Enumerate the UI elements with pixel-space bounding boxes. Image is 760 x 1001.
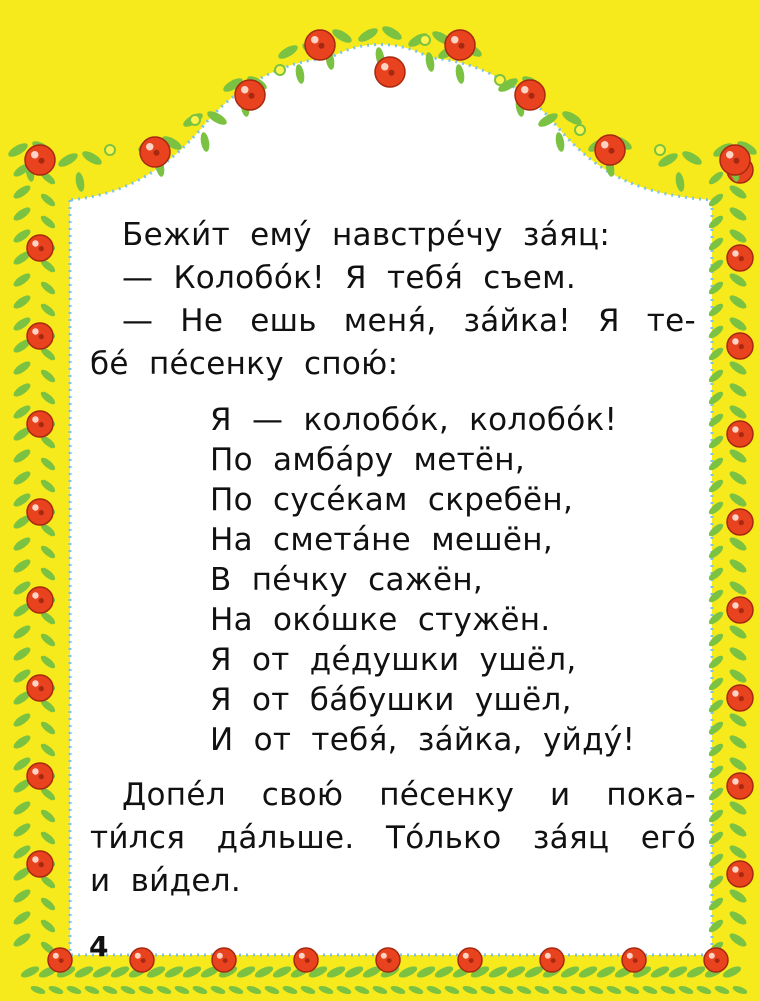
leaf-icon (276, 43, 300, 62)
leaf-icon (39, 478, 57, 495)
berry-icon (27, 675, 53, 701)
flower-icon (275, 65, 285, 75)
leaf-icon (271, 964, 292, 980)
text-line: и ви́дел. (90, 863, 241, 899)
leaf-icon (12, 733, 33, 751)
leaf-icon (12, 557, 33, 575)
berry-icon (727, 773, 753, 799)
leaf-icon (516, 984, 533, 995)
leaf-icon (408, 984, 425, 995)
leaf-icon (728, 315, 749, 333)
leaf-icon (732, 984, 749, 995)
leaf-icon (642, 984, 659, 995)
leaf-icon (19, 964, 40, 980)
leaf-icon (12, 381, 33, 399)
leaf-icon (12, 931, 33, 949)
leaf-icon (343, 964, 364, 980)
leaf-icon (12, 645, 33, 663)
berry-icon (294, 948, 318, 972)
verse-line: По амба́ру метён, (210, 442, 526, 478)
leaf-icon (728, 887, 749, 905)
leaf-icon (728, 271, 749, 289)
leaf-icon (12, 183, 33, 201)
berry-icon (375, 57, 405, 87)
berry-icon (235, 80, 265, 110)
leaf-icon (728, 469, 749, 487)
berry-icon (727, 245, 753, 271)
berry-icon (130, 948, 154, 972)
berry-icon (305, 30, 335, 60)
leaf-icon (397, 964, 418, 980)
leaf-icon (728, 733, 749, 751)
leaf-icon (12, 887, 33, 905)
leaf-icon (210, 984, 227, 995)
leaf-icon (39, 456, 57, 473)
leaf-icon (253, 964, 274, 980)
leaf-icon (12, 821, 33, 839)
leaf-icon (606, 984, 623, 995)
leaf-icon (80, 149, 104, 168)
leaf-icon (728, 535, 749, 553)
leaf-icon (433, 964, 454, 980)
leaf-icon (685, 964, 706, 980)
leaf-icon (660, 984, 677, 995)
leaf-icon (728, 227, 749, 245)
leaf-icon (577, 964, 598, 980)
leaf-icon (12, 623, 33, 641)
leaf-icon (39, 742, 57, 759)
verse-line: На смета́не мешён, (210, 522, 554, 558)
leaf-icon (39, 280, 57, 297)
leaf-icon (595, 964, 616, 980)
leaf-icon (318, 984, 335, 995)
leaf-icon (138, 984, 155, 995)
leaf-icon (390, 984, 407, 995)
leaf-icon (680, 149, 704, 168)
leaf-icon (102, 984, 119, 995)
leaf-icon (552, 984, 569, 995)
intro-paragraph (90, 214, 696, 386)
berry-icon (727, 685, 753, 711)
leaf-icon (728, 821, 749, 839)
leaf-icon (12, 271, 33, 289)
leaf-icon (39, 632, 57, 649)
leaf-icon (12, 909, 33, 927)
berry-icon (727, 509, 753, 535)
leaf-icon (667, 964, 688, 980)
berry-icon (25, 145, 55, 175)
leaf-icon (39, 654, 57, 671)
leaf-icon (728, 403, 749, 421)
verse-line: В пе́чку сажён, (210, 562, 484, 598)
berry-icon (376, 948, 400, 972)
leaf-icon (12, 205, 33, 223)
leaf-icon (728, 667, 749, 685)
leaf-icon (12, 799, 33, 817)
leaf-icon (120, 984, 137, 995)
leaf-icon (39, 302, 57, 319)
flower-icon (420, 35, 430, 45)
leaf-icon (336, 984, 353, 995)
berry-icon (445, 30, 475, 60)
story-text (90, 214, 696, 903)
leaf-icon (12, 447, 33, 465)
berry-icon (27, 851, 53, 877)
leaf-icon (39, 544, 57, 561)
leaf-icon (39, 896, 57, 913)
berry-icon (27, 763, 53, 789)
leaf-icon (264, 984, 281, 995)
verse-line: Я — колобо́к, колобо́к! (210, 402, 618, 438)
leaf-icon (728, 799, 749, 817)
leaf-icon (66, 984, 83, 995)
leaf-icon (728, 843, 749, 861)
leaf-icon (426, 984, 443, 995)
text-line: бе́ пе́сенку спою́: (90, 346, 399, 382)
berry-icon (458, 948, 482, 972)
leaf-icon (39, 830, 57, 847)
leaf-icon (534, 984, 551, 995)
leaf-icon (12, 293, 33, 311)
leaf-icon (325, 964, 346, 980)
leaf-icon (480, 984, 497, 995)
leaf-icon (728, 359, 749, 377)
flower-icon (575, 125, 585, 135)
berry-icon (540, 948, 564, 972)
leaf-icon (728, 645, 749, 663)
leaf-icon (39, 368, 57, 385)
leaf-icon (728, 491, 749, 509)
verse-line: По сусе́кам скребён, (210, 482, 574, 518)
text-line: ти́лся да́льше. То́лько за́яц его́ (90, 820, 696, 856)
leaf-icon (228, 984, 245, 995)
verse-line: И от тебя́, за́йка, уйду́! (210, 722, 636, 758)
leaf-icon (674, 172, 685, 193)
leaf-icon (487, 964, 508, 980)
berry-icon (27, 323, 53, 349)
leaf-icon (73, 964, 94, 980)
leaf-icon (163, 964, 184, 980)
verse-line: Я от де́душки ушёл, (210, 642, 577, 678)
leaf-icon (39, 566, 57, 583)
flower-icon (190, 115, 200, 125)
berry-icon (622, 948, 646, 972)
berry-icon (140, 137, 170, 167)
berry-icon (48, 948, 72, 972)
text-line: Допе́л свою́ пе́сенку и пока- (122, 777, 696, 813)
leaf-icon (39, 808, 57, 825)
leaf-icon (235, 964, 256, 980)
leaf-icon (282, 984, 299, 995)
leaf-icon (74, 172, 85, 193)
leaf-icon (12, 469, 33, 487)
leaf-icon (39, 918, 57, 935)
leaf-icon (444, 984, 461, 995)
leaf-icon (30, 984, 47, 995)
leaf-icon (372, 984, 389, 995)
leaf-icon (354, 984, 371, 995)
leaf-icon (728, 183, 749, 201)
leaf-icon (498, 984, 515, 995)
leaf-icon (678, 984, 695, 995)
leaf-icon (588, 984, 605, 995)
leaf-icon (39, 214, 57, 231)
berry-icon (595, 135, 625, 165)
leaf-icon (56, 151, 80, 170)
berry-icon (727, 861, 753, 887)
leaf-icon (39, 390, 57, 407)
leaf-icon (624, 984, 641, 995)
leaf-icon (84, 984, 101, 995)
leaf-icon (728, 755, 749, 773)
leaf-icon (728, 909, 749, 927)
leaf-icon (91, 964, 112, 980)
leaf-icon (415, 964, 436, 980)
leaf-icon (728, 557, 749, 575)
berry-icon (720, 145, 750, 175)
leaf-icon (728, 931, 749, 949)
flower-icon (655, 145, 665, 155)
berry-icon (727, 597, 753, 623)
leaf-icon (12, 711, 33, 729)
page-number: 4 (89, 930, 109, 963)
leaf-icon (505, 964, 526, 980)
berry-icon (727, 421, 753, 447)
berry-icon (27, 499, 53, 525)
berry-icon (515, 80, 545, 110)
leaf-icon (192, 984, 209, 995)
leaf-icon (109, 964, 130, 980)
leaf-icon (300, 984, 317, 995)
leaf-icon (48, 984, 65, 995)
leaf-icon (707, 170, 725, 187)
verse-line: Я от ба́бушки ушёл, (210, 682, 572, 718)
text-line: Бежи́т ему́ навстре́чу за́яц: (122, 217, 611, 253)
leaf-icon (728, 711, 749, 729)
leaf-icon (12, 359, 33, 377)
leaf-icon (649, 964, 670, 980)
leaf-icon (181, 964, 202, 980)
leaf-icon (728, 381, 749, 399)
leaf-icon (728, 205, 749, 223)
leaf-icon (380, 24, 404, 43)
song-verse (90, 400, 696, 760)
ending-paragraph (90, 774, 696, 903)
berry-icon (27, 235, 53, 261)
flower-icon (105, 145, 115, 155)
leaf-icon (728, 293, 749, 311)
berry-icon (727, 333, 753, 359)
leaf-icon (714, 984, 731, 995)
leaf-icon (462, 984, 479, 995)
leaf-icon (12, 535, 33, 553)
leaf-icon (570, 984, 587, 995)
verse-line: На око́шке стужён. (210, 602, 551, 638)
leaf-icon (246, 984, 263, 995)
leaf-icon (728, 579, 749, 597)
leaf-icon (356, 26, 380, 45)
text-line: — Колобо́к! Я тебя́ съем. (122, 260, 577, 296)
leaf-icon (156, 984, 173, 995)
berry-icon (27, 587, 53, 613)
leaf-icon (39, 192, 57, 209)
flower-icon (495, 75, 505, 85)
leaf-icon (39, 720, 57, 737)
leaf-icon (728, 447, 749, 465)
text-line: — Не ешь меня́, за́йка! Я те- (122, 303, 696, 339)
leaf-icon (696, 984, 713, 995)
leaf-icon (728, 623, 749, 641)
berry-icon (212, 948, 236, 972)
berry-icon (27, 411, 53, 437)
berry-icon (704, 948, 728, 972)
leaf-icon (174, 984, 191, 995)
